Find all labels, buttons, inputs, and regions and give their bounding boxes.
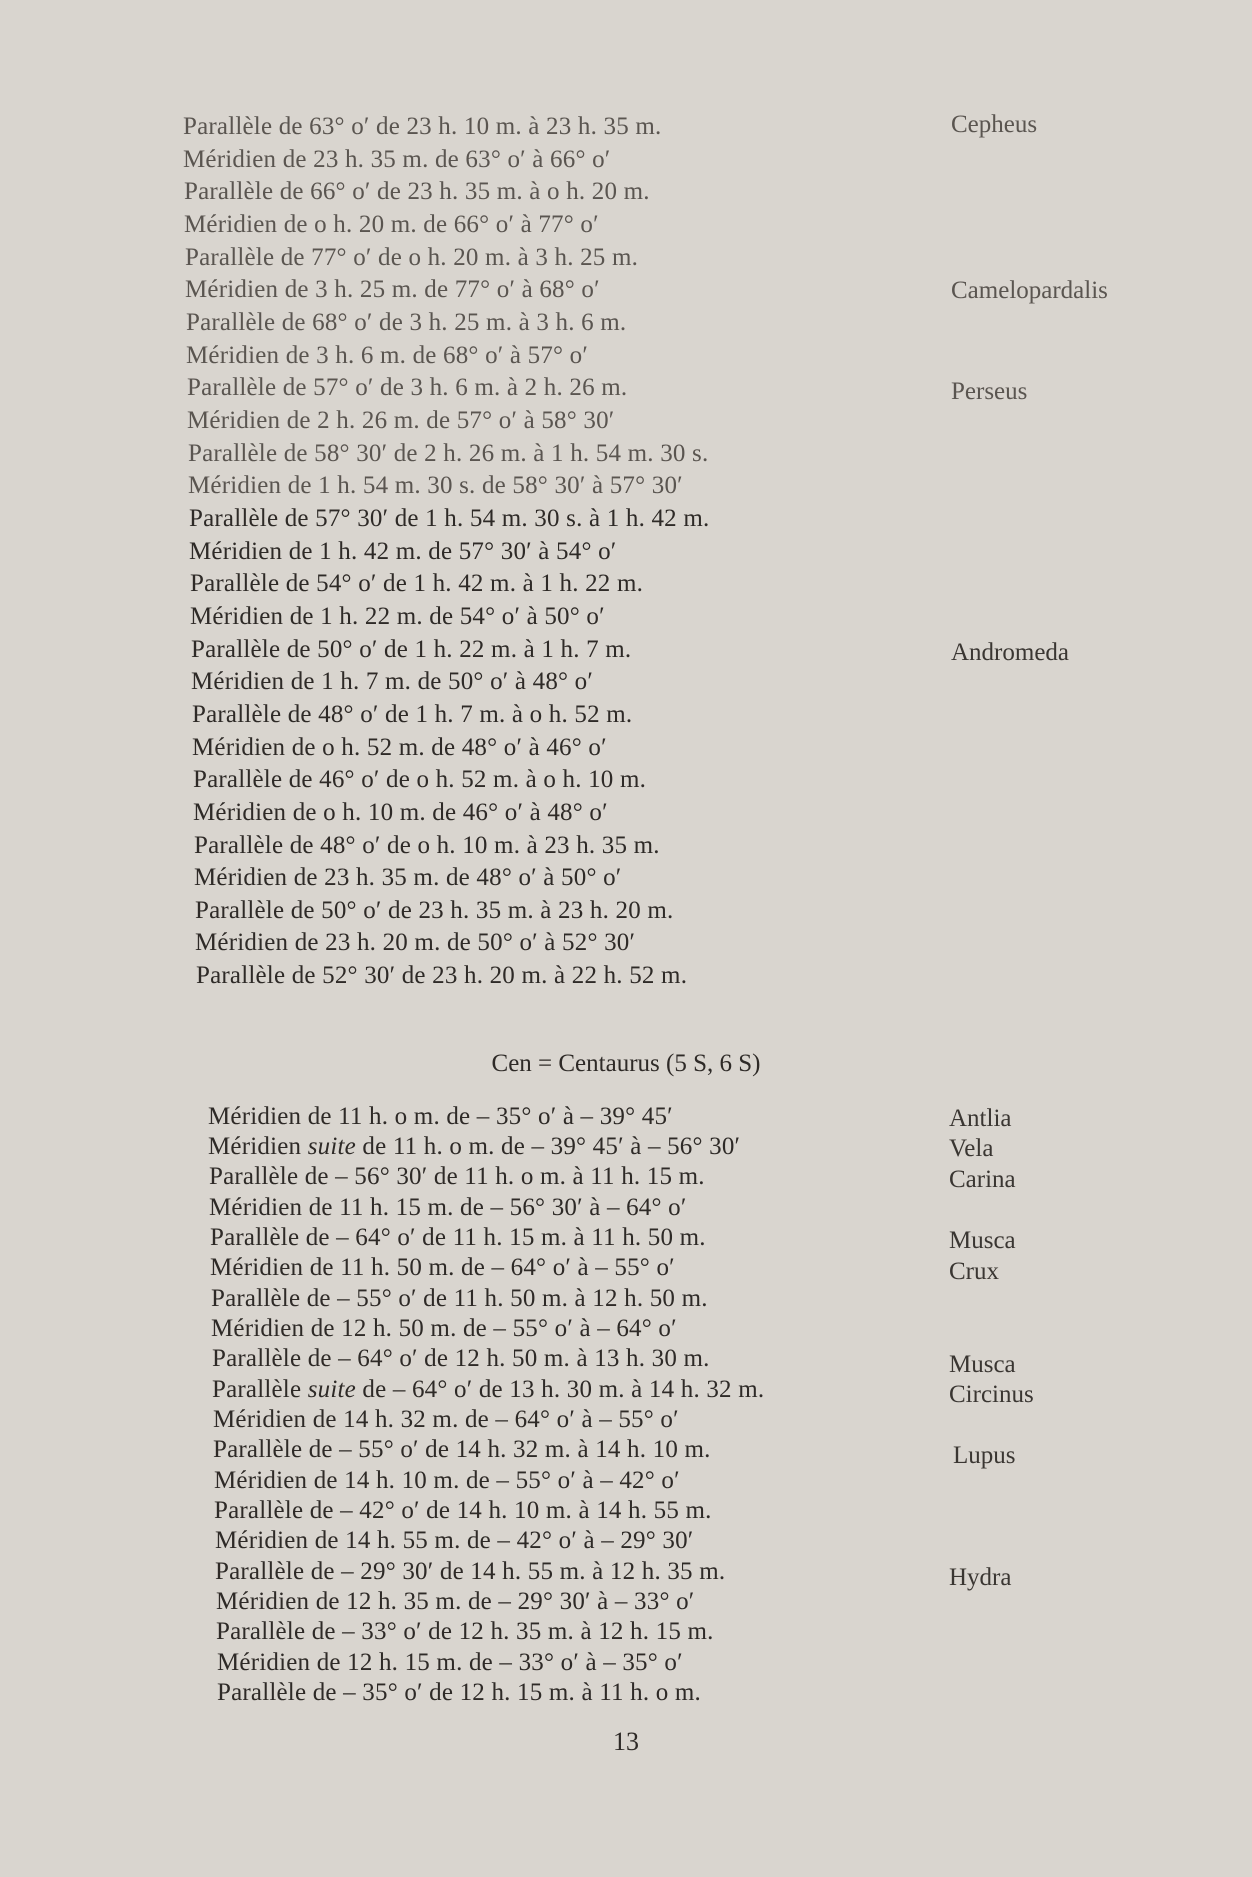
- boundary-line: [208, 1132, 740, 1162]
- boundary-line: Parallèle de 50° o′ de 1 h. 22 m. à 1 h. 7 m.: [191, 636, 632, 663]
- boundary-line: Parallèle de 66° o′ de 23 h. 35 m. à o h. 20 m.: [184, 178, 650, 205]
- boundary-line: Parallèle de 48° o′ de 1 h. 7 m. à o h. 52 m.: [192, 701, 633, 728]
- boundary-line: Méridien de 3 h. 25 m. de 77° o′ à 68° o′: [185, 276, 600, 303]
- constellation-label: Antlia: [949, 1105, 1012, 1132]
- line-word: Parallèle: [212, 1376, 302, 1403]
- boundary-line: Méridien de 14 h. 32 m. de – 64° o′ à – 55° o′: [213, 1406, 679, 1433]
- constellation-label: Circinus: [949, 1381, 1034, 1408]
- boundary-line: Méridien de o h. 52 m. de 48° o′ à 46° o′: [192, 734, 607, 761]
- boundary-line: Parallèle de 52° 30′ de 23 h. 20 m. à 22 h. 52 m.: [196, 962, 688, 989]
- boundary-line: Méridien de 12 h. 50 m. de – 55° o′ à – 64° o′: [211, 1315, 677, 1342]
- suite-word: suite: [307, 1376, 356, 1403]
- constellation-label: Cepheus: [951, 111, 1038, 138]
- constellation-label: Andromeda: [951, 639, 1070, 666]
- boundary-line: Parallèle de 50° o′ de 23 h. 35 m. à 23 h. 20 m.: [195, 897, 674, 924]
- boundary-line: Méridien de 12 h. 15 m. de – 33° o′ à – 35° o′: [217, 1649, 683, 1676]
- boundary-line: Parallèle de 68° o′ de 3 h. 25 m. à 3 h. 6 m.: [186, 309, 627, 336]
- boundary-line: Parallèle de 58° 30′ de 2 h. 26 m. à 1 h. 54 m. 30 s.: [188, 440, 709, 467]
- boundary-line: Parallèle de – 55° o′ de 11 h. 50 m. à 12 h. 50 m.: [211, 1285, 708, 1312]
- boundary-line: [212, 1375, 764, 1405]
- boundary-line: Méridien de 23 h. 35 m. de 63° o′ à 66° o′: [183, 146, 611, 173]
- boundary-line: Méridien de 1 h. 54 m. 30 s. de 58° 30′ à 57° 30′: [188, 472, 683, 499]
- boundary-line: Parallèle de 77° o′ de o h. 20 m. à 3 h. 25 m.: [185, 244, 639, 271]
- boundary-line: Méridien de o h. 20 m. de 66° o′ à 77° o′: [184, 211, 599, 238]
- boundary-line: Parallèle de – 29° 30′ de 14 h. 55 m. à 12 h. 35 m.: [215, 1558, 726, 1585]
- boundary-line: Méridien de 1 h. 7 m. de 50° o′ à 48° o′: [191, 668, 594, 695]
- constellation-label: Carina: [949, 1166, 1016, 1193]
- boundary-line: Méridien de 14 h. 10 m. de – 55° o′ à – 42° o′: [214, 1467, 680, 1494]
- constellation-label: Perseus: [951, 378, 1028, 405]
- boundary-line: Parallèle de – 35° o′ de 12 h. 15 m. à 11 h. o m.: [217, 1679, 701, 1706]
- boundary-line: Parallèle de – 56° 30′ de 11 h. o m. à 11 h. 15 m.: [209, 1163, 705, 1190]
- constellation-label: Hydra: [949, 1564, 1012, 1591]
- boundary-line: Méridien de 11 h. o m. de – 35° o′ à – 39° 45′: [208, 1103, 673, 1130]
- boundary-line: Parallèle de 48° o′ de o h. 10 m. à 23 h. 35 m.: [194, 832, 660, 859]
- boundary-line: Parallèle de 63° o′ de 23 h. 10 m. à 23 h. 35 m.: [183, 113, 662, 140]
- boundary-line: Parallèle de – 42° o′ de 14 h. 10 m. à 14 h. 55 m.: [214, 1497, 712, 1524]
- boundary-line: Méridien de 12 h. 35 m. de – 29° 30′ à – 33° o′: [216, 1588, 695, 1615]
- line-rest: de 11 h. o m. de – 39° 45′ à – 56° 30′: [355, 1133, 741, 1160]
- boundary-line: Parallèle de 57° 30′ de 1 h. 54 m. 30 s. à 1 h. 42 m.: [189, 505, 710, 532]
- boundary-line: Parallèle de 46° o′ de o h. 52 m. à o h. 10 m.: [193, 766, 647, 793]
- boundary-line: Parallèle de – 64° o′ de 12 h. 50 m. à 13 h. 30 m.: [212, 1345, 710, 1372]
- line-rest: de – 64° o′ de 13 h. 30 m. à 14 h. 32 m.: [355, 1376, 765, 1403]
- boundary-line: Parallèle de 54° o′ de 1 h. 42 m. à 1 h. 22 m.: [190, 570, 644, 597]
- boundary-line: Parallèle de – 55° o′ de 14 h. 32 m. à 14 h. 10 m.: [213, 1436, 711, 1463]
- boundary-line: Parallèle de – 64° o′ de 11 h. 15 m. à 11 h. 50 m.: [210, 1224, 706, 1251]
- constellation-label: Vela: [949, 1135, 994, 1162]
- page-number: 13: [613, 1727, 639, 1756]
- boundary-line: Méridien de 23 h. 35 m. de 48° o′ à 50° o′: [194, 864, 622, 891]
- constellation-label: Musca: [949, 1351, 1016, 1378]
- boundary-line: Méridien de 11 h. 15 m. de – 56° 30′ à – 64° o′: [209, 1194, 687, 1221]
- boundary-line: Parallèle de – 33° o′ de 12 h. 35 m. à 12 h. 15 m.: [216, 1618, 714, 1645]
- suite-word: suite: [307, 1133, 356, 1160]
- section-heading: Cen = Centaurus (5 S, 6 S): [491, 1050, 761, 1077]
- boundary-line: Méridien de o h. 10 m. de 46° o′ à 48° o′: [193, 799, 608, 826]
- boundary-line: Méridien de 23 h. 20 m. de 50° o′ à 52° 30′: [195, 929, 636, 956]
- boundary-line: Méridien de 11 h. 50 m. de – 64° o′ à – 55° o′: [210, 1254, 675, 1281]
- boundary-line: Méridien de 1 h. 42 m. de 57° 30′ à 54° o′: [189, 538, 617, 565]
- line-word: Méridien: [208, 1133, 302, 1160]
- boundary-line: Méridien de 14 h. 55 m. de – 42° o′ à – 29° 30′: [215, 1527, 694, 1554]
- boundary-line: Méridien de 3 h. 6 m. de 68° o′ à 57° o′: [186, 342, 589, 369]
- constellation-label: Musca: [949, 1227, 1016, 1254]
- boundary-line: Méridien de 2 h. 26 m. de 57° o′ à 58° 30′: [187, 407, 615, 434]
- boundary-line: Méridien de 1 h. 22 m. de 54° o′ à 50° o′: [190, 603, 605, 630]
- constellation-label: Camelopardalis: [951, 277, 1108, 304]
- constellation-label: Lupus: [953, 1442, 1016, 1469]
- boundary-line: Parallèle de 57° o′ de 3 h. 6 m. à 2 h. 26 m.: [187, 374, 628, 401]
- constellation-label: Crux: [949, 1258, 999, 1285]
